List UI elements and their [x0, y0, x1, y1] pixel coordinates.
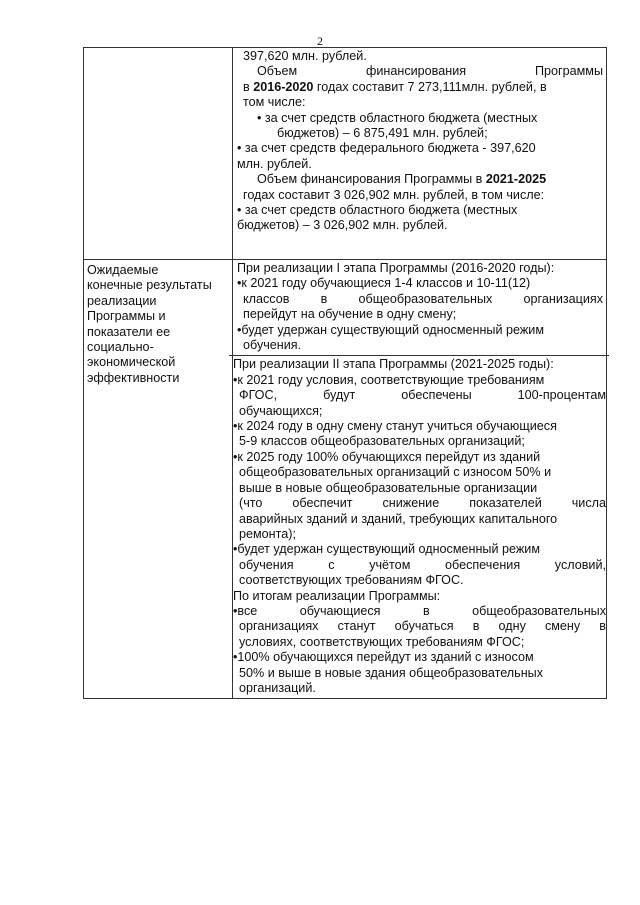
summary-heading: По итогам реализации Программы:	[233, 588, 441, 603]
text-fragment: годах составит 7 273,111млн. рублей, в	[313, 79, 547, 94]
financing-line	[237, 80, 603, 95]
financing-bullet-line: • за счет средств федерального бюджета - 397,620	[237, 141, 536, 156]
summary-line: организациях станут обучаться в одну смену в	[239, 619, 606, 634]
stage2-line: ФГОС, будут обеспечены 100-процентам	[239, 388, 606, 403]
stage2-line: •к 2024 году в одну смену станут учиться обучающиеся	[233, 419, 557, 434]
stage2-line: ремонта);	[239, 526, 296, 541]
stage1-line: •к 2021 году обучающиеся 1-4 классов и 10-11(12)	[237, 276, 531, 291]
results-label-cell	[84, 260, 233, 699]
financing-line: бюджетов) – 3 026,902 млн. рублей.	[237, 218, 448, 233]
stage2-line: •будет удержан существующий односменный режим	[233, 542, 540, 557]
financing-line: годах составит 3 026,902 млн. рублей, в том числе:	[243, 187, 545, 202]
stage1-results	[233, 260, 606, 355]
financing-bullet-line: • за счет средств областного бюджета (местных	[237, 203, 518, 218]
stage1-line: •будет удержан существующий односменный режим	[237, 322, 544, 337]
text-fragment: Объем финансирования Программы в	[257, 172, 486, 187]
label-line: эффективности	[87, 370, 180, 385]
stage2-line: обучающихся;	[239, 403, 323, 418]
label-line: Ожидаемые	[87, 263, 159, 277]
label-line: показатели ее	[87, 324, 171, 339]
summary-line: организаций.	[239, 680, 316, 695]
stage2-line: •к 2021 году условия, соответствующие требованиям	[233, 372, 545, 387]
financing-line: Объем финансирования Программы	[257, 64, 603, 79]
table-row-results	[84, 260, 607, 699]
financing-text-cell	[233, 48, 607, 260]
stage2-line: •к 2025 году 100% обучающихся перейдут из зданий	[233, 449, 541, 464]
label-line: экономической	[87, 355, 176, 370]
label-line: Программы и	[87, 309, 166, 324]
page-number: 2	[317, 34, 323, 48]
stage1-line: перейдут на обучение в одну смену;	[243, 307, 457, 322]
stage2-line: обучения с учётом обеспечения условий,	[239, 557, 606, 572]
financing-text	[233, 48, 606, 236]
stage1-line: классов в общеобразовательных организациях	[243, 291, 603, 306]
financing-line: том числе:	[243, 95, 306, 110]
stage2-results	[229, 355, 609, 698]
summary-line: •100% обучающихся перейдут из зданий с износом	[233, 650, 534, 665]
financing-line	[237, 172, 603, 187]
period-2016-2020: 2016-2020	[253, 79, 314, 94]
results-text-cell	[233, 260, 607, 699]
stage2-line: общеобразовательных организаций с износом 50% и	[239, 465, 552, 480]
label-line: реализации	[87, 293, 157, 308]
stage2-line: аварийных зданий и зданий, требующих капитального	[239, 511, 558, 526]
label-line: конечные результаты	[87, 278, 212, 293]
stage2-line: 5-9 классов общеобразовательных организаций;	[239, 434, 525, 449]
summary-line: условиях, соответствующих требованиям ФГОС;	[239, 634, 525, 649]
period-2021-2025: 2021-2025	[485, 172, 547, 187]
stage1-line: обучения.	[243, 338, 302, 353]
stage2-line: соответствующих требованиям ФГОС.	[239, 573, 464, 588]
financing-line: бюджетов) – 6 875,491 млн. рублей;	[277, 126, 488, 141]
summary-line: •все обучающиеся в общеобразовательных	[233, 603, 606, 618]
program-passport-table	[83, 47, 607, 699]
stage2-line: выше в новые общеобразовательные организации	[239, 480, 538, 495]
label-line: социально-	[87, 340, 154, 355]
stage2-line: (что обеспечит снижение показателей числа	[239, 496, 606, 511]
results-label	[84, 260, 232, 386]
summary-line: 50% и выше в новые здания общеобразовательных	[239, 665, 544, 680]
financing-bullet-line: • за счет средств областного бюджета (местных	[257, 110, 538, 125]
table-row-financing	[84, 48, 607, 260]
stage2-heading: При реализации II этапа Программы (2021-2025 годы):	[233, 357, 554, 372]
financing-line: 397,620 млн. рублей.	[243, 49, 367, 63]
text-fragment: в	[243, 79, 254, 94]
stage1-heading: При реализации I этапа Программы (2016-2020 годы):	[237, 261, 555, 275]
financing-label-cell	[84, 48, 233, 260]
financing-line: млн. рублей.	[237, 156, 312, 171]
